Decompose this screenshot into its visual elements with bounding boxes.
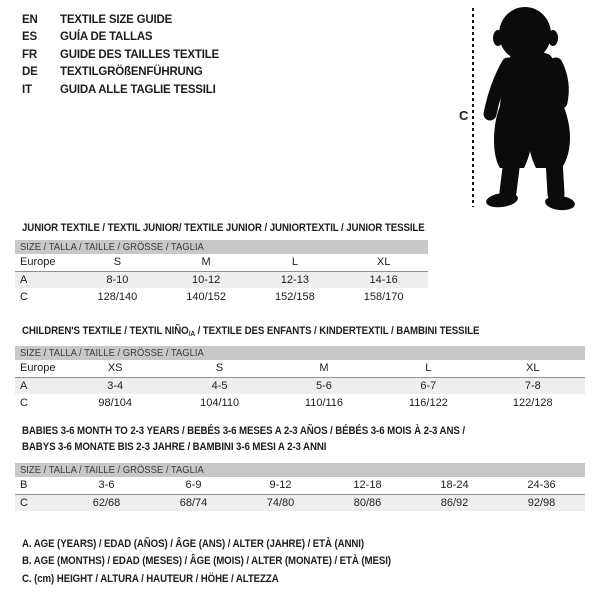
language-code: DE xyxy=(22,66,38,79)
row-label: Europe xyxy=(15,254,73,271)
size-cell: 116/122 xyxy=(408,396,448,409)
language-code: IT xyxy=(22,83,32,96)
size-cell: 7-8 xyxy=(524,379,541,392)
language-label: GUÍA DE TALLAS xyxy=(60,31,153,44)
size-table-header-label: SIZE / TALLA / TAILLE / GRÖSSE / TAGLIA xyxy=(20,464,204,476)
language-label: TEXTILGRÖßENFÜHRUNG xyxy=(60,66,203,79)
junior-size-table xyxy=(15,240,428,305)
size-cell: 9-12 xyxy=(237,477,324,494)
size-cell: M xyxy=(272,360,376,377)
row-label: C xyxy=(20,496,28,509)
language-label: GUIDE DES TAILLES TEXTILE xyxy=(60,48,219,61)
section-title-babies xyxy=(22,423,465,455)
language-code: ES xyxy=(22,31,37,44)
language-code: EN xyxy=(22,14,38,26)
footnote-line-a: A. AGE (YEARS) / EDAD (AÑOS) / ÂGE (ANS) / ALTER (JAHRE) / ETÀ (ANNI) xyxy=(22,538,365,550)
size-cell: 110/116 xyxy=(304,396,344,409)
size-cell: L xyxy=(251,254,340,271)
language-row-de xyxy=(22,64,219,81)
table-row-months xyxy=(15,477,585,494)
row-label: B xyxy=(15,477,63,494)
size-cell: 3-4 xyxy=(107,379,124,392)
table-row-height xyxy=(15,288,428,305)
language-row-it xyxy=(22,82,219,99)
size-cell: 4-5 xyxy=(211,379,228,392)
size-cell: 92/98 xyxy=(527,496,556,509)
size-cell: 98/104 xyxy=(98,396,133,409)
size-cell: 12-13 xyxy=(280,273,309,286)
size-table-header-label: SIZE / TALLA / TAILLE / GRÖSSE / TAGLIA xyxy=(20,347,204,359)
size-table-header-label: SIZE / TALLA / TAILLE / GRÖSSE / TAGLIA xyxy=(20,241,204,253)
size-cell: S xyxy=(73,254,162,271)
language-row-en xyxy=(22,12,219,29)
baby-silhouette-icon xyxy=(470,2,600,212)
table-row-age xyxy=(15,271,428,288)
table-row-age xyxy=(15,377,585,394)
row-label: A xyxy=(20,379,28,392)
section-title-text: CHILDREN'S TEXTILE / TEXTIL NIÑO xyxy=(22,325,189,337)
size-cell: 80/86 xyxy=(353,496,382,509)
size-cell: 8-10 xyxy=(106,273,129,286)
language-row-es xyxy=(22,29,219,46)
size-table-header xyxy=(15,463,585,477)
language-label: GUIDA ALLE TAGLIE TESSILI xyxy=(60,83,216,96)
row-label: C xyxy=(20,290,28,303)
size-cell: 5-6 xyxy=(316,379,332,392)
children-size-table xyxy=(15,346,585,411)
row-label: A xyxy=(20,273,28,286)
size-cell: 68/74 xyxy=(179,496,208,509)
section-title-subscript: /A xyxy=(188,329,196,338)
size-cell: 122/128 xyxy=(512,396,553,409)
size-cell: 152/158 xyxy=(274,290,315,303)
size-cell: 14-16 xyxy=(369,273,398,286)
section-title-line2: BABYS 3-6 MONATE BIS 2-3 JAHRE / BAMBINI 3-6 MESI A 2-3 ANNI xyxy=(22,441,327,453)
babies-size-table xyxy=(15,463,585,511)
footnote-legend xyxy=(22,536,391,588)
size-cell: XS xyxy=(63,360,167,377)
height-measure-label: C xyxy=(459,108,469,123)
section-title-text: / TEXTILE DES ENFANTS / KINDERTEXTIL / BAMBINI TESSILE xyxy=(195,325,480,337)
size-cell: XL xyxy=(481,360,585,377)
table-row-height xyxy=(15,394,585,411)
size-table-header xyxy=(15,346,585,360)
size-cell: 6-9 xyxy=(150,477,237,494)
section-title-line1: BABIES 3-6 MONTH TO 2-3 YEARS / BEBÉS 3-6 MESES A 2-3 AÑOS / BÉBÉS 3-6 MOIS À 2-3 ANS / xyxy=(22,425,465,437)
size-cell: 6-7 xyxy=(420,379,437,392)
size-cell: 3-6 xyxy=(63,477,150,494)
size-cell: 12-18 xyxy=(324,477,411,494)
language-label: TEXTILE SIZE GUIDE xyxy=(60,14,173,26)
size-cell: 24-36 xyxy=(498,477,585,494)
table-row-europe xyxy=(15,360,585,377)
size-cell: XL xyxy=(339,254,428,271)
footnote-line-b: B. AGE (MONTHS) / EDAD (MESES) / ÂGE (MOIS) / ALTER (MONATE) / ETÀ (MESI) xyxy=(22,555,391,568)
section-title-junior: JUNIOR TEXTILE / TEXTIL JUNIOR/ TEXTILE JUNIOR / JUNIORTEXTIL / JUNIOR TESSILE xyxy=(22,222,425,234)
size-cell: S xyxy=(167,360,271,377)
section-title-children xyxy=(22,323,479,342)
size-cell: 18-24 xyxy=(411,477,498,494)
size-cell: 62/68 xyxy=(92,496,121,509)
size-cell: 128/140 xyxy=(97,290,138,303)
size-table-header xyxy=(15,240,428,254)
row-label: C xyxy=(20,396,28,409)
size-cell: 104/110 xyxy=(200,396,240,409)
size-cell: L xyxy=(376,360,480,377)
language-code: FR xyxy=(22,48,37,61)
row-label: Europe xyxy=(15,360,63,377)
size-cell: 10-12 xyxy=(192,273,221,286)
table-row-height xyxy=(15,494,585,511)
footnote-line-c: C. (cm) HEIGHT / ALTURA / HAUTEUR / HÖHE / ALTEZZA xyxy=(22,572,279,585)
size-cell: 74/80 xyxy=(266,496,295,509)
language-row-fr xyxy=(22,47,219,64)
table-row-europe xyxy=(15,254,428,271)
size-cell: 86/92 xyxy=(440,496,469,509)
size-cell: 140/152 xyxy=(186,290,226,303)
size-cell: 158/170 xyxy=(363,290,404,303)
language-list xyxy=(22,12,219,99)
size-cell: M xyxy=(162,254,251,271)
